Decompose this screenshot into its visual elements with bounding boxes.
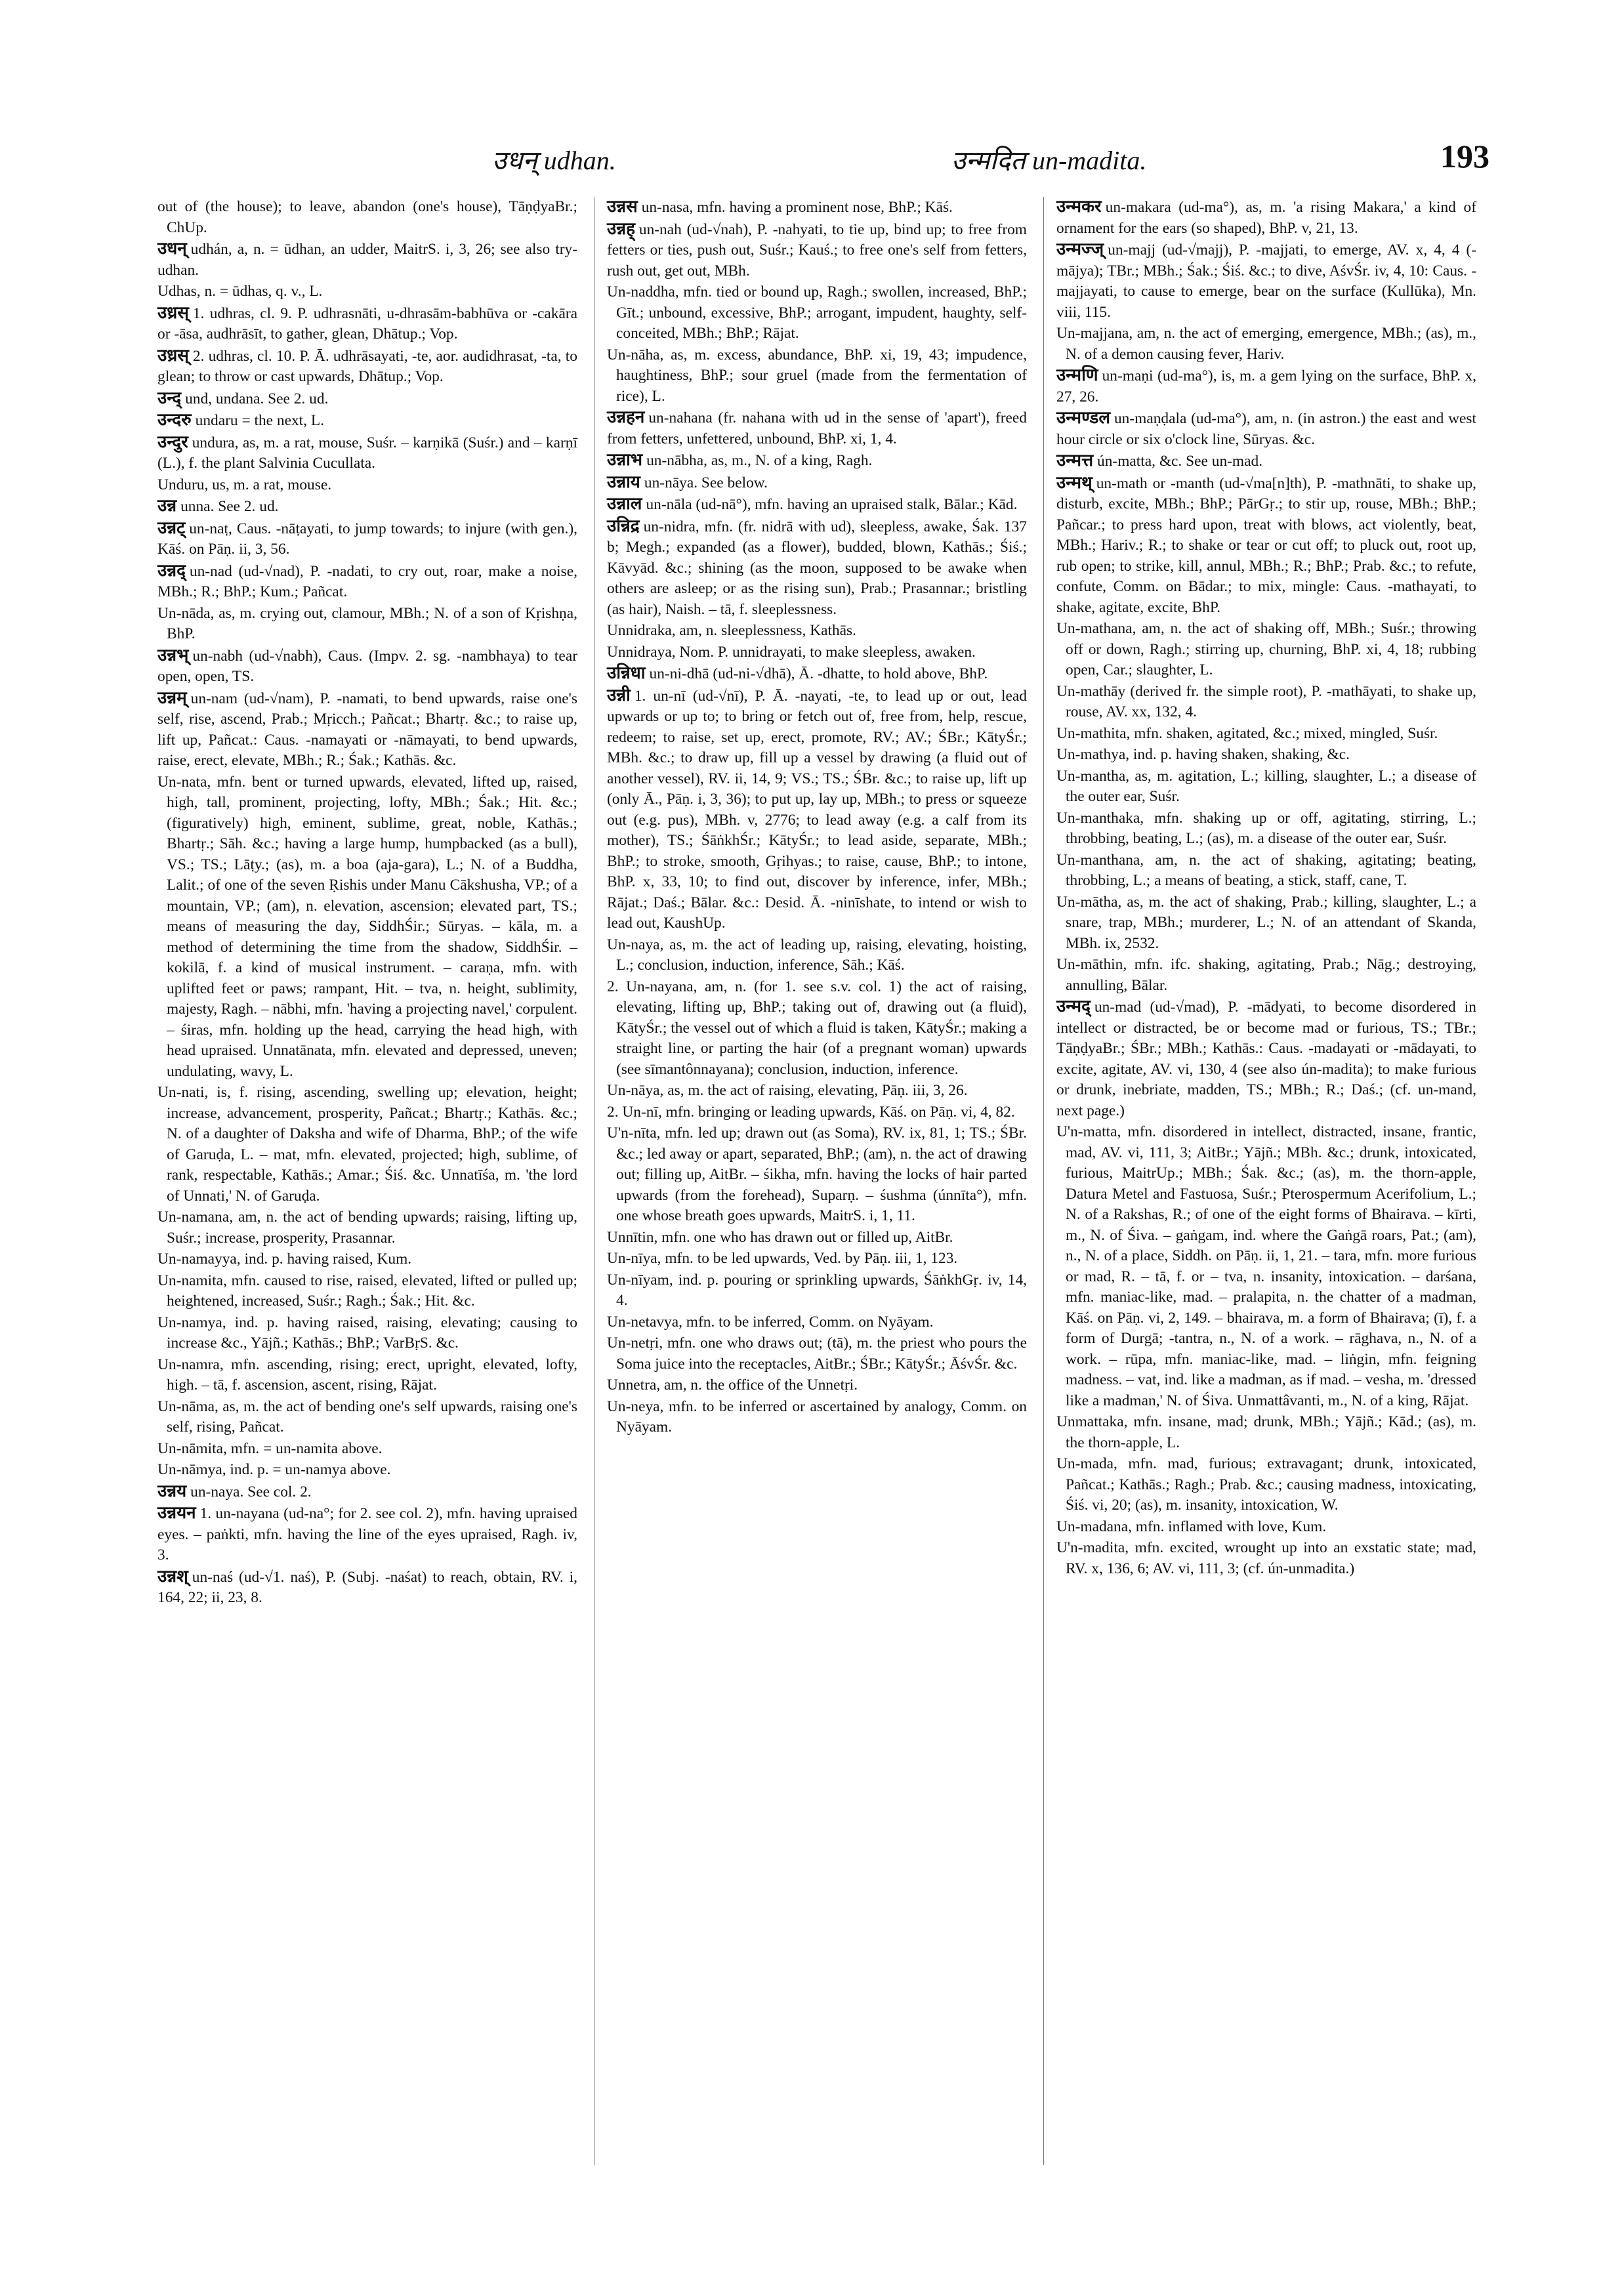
dictionary-entry [607, 642, 1027, 663]
dictionary-entry [1056, 1122, 1476, 1411]
entry-text: Un-namana, am, n. the act of bending upwards; raising, lifting up, Suśr.; increase, prosperity, Prasannar. [157, 1209, 577, 1247]
headword-devanagari: उन्मणि [1056, 365, 1098, 385]
dictionary-entry [1056, 451, 1476, 472]
entry-text: Un-mantha, as, m. agitation, L.; killing, slaughter, L.; a disease of the outer ear, Suśr. [1056, 767, 1476, 805]
dictionary-entry [607, 977, 1027, 1081]
running-header [157, 138, 1489, 200]
dictionary-entry [1056, 808, 1476, 850]
entry-text: 1. un-nī (ud-√nī), P. Ā. -nayati, -te, to lead up or out, lead upwards or up to; to bring or fetch out of, free from, help, rescue, redeem; to raise, set up, erect, promote, RV.; AV.; ŚBr.; KātyŚr.; MBh. &c.; to draw up, fill up a vessel by drawing (a fluid out of another vessel), RV. ii, 14, 9; VS.; TS.; ŚBr. &c.; to raise up, lift up (only Ā., Pāṇ. i, 3, 36); to put up, lay up, MBh.; to press or squeeze out (e.g. pus), MBh. v, 2776; to lead away (e.g. a calf from its mother), TS.; ŚāṅkhŚr.; KātyŚr.; to lead aside, separate, MBh.; BhP.; to stroke, smooth, Gṛihyas.; to raise, cause, BhP.; to intone, BhP. x, 33, 10; to find out, discover by inference, infer, MBh.; Rājat.; Daś.; Bālar. &c.: Desid. Ā. -ninīshate, to intend or wish to lead out, KaushUp. [607, 687, 1027, 932]
dictionary-entry [607, 935, 1027, 976]
entry-text: 2. udhras, cl. 10. P. Ā. udhrāsayati, -te, aor. audidhrasat, -ta, to glean; to throw or cast upwards, Dhātup.; Vop. [157, 347, 577, 385]
headword-devanagari: उन्नी [607, 685, 631, 705]
headword-devanagari: उन्नाल [607, 494, 642, 514]
entry-text: Un-namra, mfn. ascending, rising; erect, upright, elevated, lofty, high. – tā, f. ascension, ascent, rising, Rājat. [157, 1355, 577, 1394]
entry-text: un-nidra, mfn. (fr. nidrā with ud), sleepless, awake, Śak. 137 b; Megh.; expanded (as a flower), budded, blown, Kathās.; Śiś.; Kāvyād. &c.; shining (as the moon, supposed to be awake when others are asleep; or as the rising sun), Prab.; Prasannar.; bristling (as hair), Naish. – tā, f. sleeplessness. [607, 518, 1027, 618]
dictionary-entry [157, 1083, 577, 1207]
dictionary-entry [157, 1249, 577, 1270]
header-right-guideword: उन्मदित un-madita. [951, 146, 1147, 175]
headword-devanagari: उन्नट् [157, 518, 186, 538]
entry-text: Un-manthana, am, n. the act of shaking, agitating; beating, throbbing, L.; a means of beating, a stick, staff, cane, T. [1056, 851, 1476, 889]
entry-text: un-mad (ud-√mad), P. -mādyati, to become disordered in intellect or distracted, be or become mad or furious, TS.; TBr.; TāṇḍyaBr.; ŚBr.; MBh.; Kathās.: Caus. -madayati or -mādayati, to excite, agitate, AV. vi, 130, 4 (see also ún-madita); to make furious or drunk, inebriate, madden, TS.; MBh.; R.; Daś.; (cf. un-mand, next page.) [1056, 999, 1476, 1119]
entry-text: un-nah (ud-√nah), P. -nahyati, to tie up, bind up; to free from fetters or ties, push out, Suśr.; Kauś.; to free one's self from fetters, rush out, get out, MBh. [607, 220, 1027, 279]
dictionary-entry [607, 1312, 1027, 1333]
entry-text: out of (the house); to leave, abandon (one's house), TāṇḍyaBr.; ChUp. [157, 198, 577, 236]
entry-text: un-maṇḍala (ud-ma°), am, n. (in astron.) the east and west hour circle or six o'clock line, Sūryas. &c. [1056, 410, 1476, 448]
headword-devanagari: उन्मद् [1056, 997, 1091, 1016]
dictionary-entry [157, 281, 577, 302]
entry-text: Un-māthin, mfn. ifc. shaking, agitating, Prab.; Nāg.; destroying, annulling, Bālar. [1056, 956, 1476, 994]
entry-text: un-nam (ud-√nam), P. -namati, to bend upwards, raise one's self, rise, ascend, Prab.; Mṛicch.; Pañcat.; Bhartṛ. &c.; to raise up, lift up, Pañcat.: Caus. -namayati or -nāmayati, to bend upwards, raise, erect, elevate, MBh.; R.; Śak.; Kathās. &c. [157, 690, 577, 769]
dictionary-entry [157, 1481, 577, 1503]
dictionary-entry [607, 516, 1027, 621]
dictionary-entry [607, 407, 1027, 449]
entry-text: Un-nata, mfn. bent or turned upwards, elevated, lifted up, raised, high, tall, prominent, projecting, lofty, MBh.; Śak.; Hit. &c.; (figuratively) high, eminent, sublime, great, noble, Kathās.; Bhartṛ.; Sāh. &c.; having a large hump, humpbacked (as a bull), VS.; TS.; Lāṭy.; (as), m. a boa (aja-gara), L.; N. of a Buddha, Lalit.; of one of the seven Ṛishis under Manu Cākshusha, VP.; of a mountain, VP.; (am), n. elevation, ascension; elevated part, TS.; means of measuring the day, SiddhŚir.; Sūryas. – kāla, m. a method of determining the time from the shadow, SiddhŚir. – kokilā, f. a kind of musical instrument. – caraṇa, mfn. with uplifted feet or paws; rampant, Hit. – tva, n. height, sublimity, majesty, Ragh. – nābhi, mfn. 'having a projecting navel,' corpulent. – śiras, mfn. holding up the head, carrying the head high, with head upraised. Unnatānata, mfn. elevated and depressed, uneven; undulating, wavy, L. [157, 773, 577, 1080]
dictionary-entry [157, 688, 577, 772]
headword-devanagari: उन्नद् [157, 560, 186, 581]
entry-text: un-makara (ud-ma°), as, m. 'a rising Makara,' a kind of ornament for the ears (so shaped), BhP. v, 21, 13. [1056, 199, 1476, 237]
entry-text: Un-majjana, am, n. the act of emerging, emergence, MBh.; (as), m., N. of a demon causing fever, Hariv. [1056, 325, 1476, 363]
entry-text: un-maṇi (ud-ma°), is, m. a gem lying on the surface, BhP. x, 27, 26. [1056, 367, 1476, 405]
header-left-guideword: उधन् udhan. [492, 146, 616, 175]
dictionary-entry [1056, 724, 1476, 745]
dictionary-entry [607, 1397, 1027, 1438]
dictionary-entry [1056, 850, 1476, 892]
entry-text: un-naś (ud-√1. naś), P. (Subj. -naśat) to reach, obtain, RV. i, 164, 22; ii, 23, 8. [157, 1568, 577, 1606]
headword-devanagari: उन्न [157, 496, 177, 516]
entry-text: Un-nāya, as, m. the act of raising, elevating, Pāṇ. iii, 3, 26. [607, 1082, 968, 1099]
entry-text: Un-nāmya, ind. p. = un-namya above. [157, 1461, 391, 1478]
entry-text: 1. un-nayana (ud-na°; for 2. see col. 2), mfn. having upraised eyes. – paṅkti, mfn. having the line of the eyes upraised, Ragh. iv, 3. [157, 1505, 577, 1563]
dictionary-entry [607, 282, 1027, 344]
entry-text: Unnītin, mfn. one who has drawn out or filled up, AitBr. [607, 1228, 953, 1246]
dictionary-entry [157, 1439, 577, 1460]
entry-text: un-math or -manth (ud-√ma[n]th), P. -mathnāti, to shake up, disturb, excite, MBh.; BhP.; PārGṛ.; to stir up, rouse, MBh.; BhP.; Pañcar.; to press hard upon, treat with blows, act violently, beat, MBh.; Hariv.; R.; to shake or tear or cut off; to pluck out, root up, rub open; to strike, kill, annul, MBh.; R.; BhP.; Prab. &c.; to refute, confute, Comm. on Bādar.; to mix, mingle: Caus. -mathayati, to shake, agitate, excite, BhP. [1056, 474, 1476, 616]
entry-text: Un-manthaka, mfn. shaking up or off, agitating, stirring, L.; throbbing, beating, L.; (as), m. a disease of the outer ear, Suśr. [1056, 809, 1476, 847]
dictionary-entry [607, 1333, 1027, 1375]
entry-text: U'n-nīta, mfn. led up; drawn out (as Soma), RV. ix, 81, 1; TS.; ŚBr. &c.; led away or apart, separated, BhP.; (am), n. the act of drawing out; filling up, AitBr. – śikha, mfn. having the locks of hair parted upwards (from the forehead), Suparṇ. – śushma (únnīta°), mfn. one whose breath goes upwards, MaitrS. i, 1, 11. [607, 1125, 1027, 1224]
dictionary-entry [1056, 408, 1476, 450]
dictionary-entry [1056, 365, 1476, 407]
dictionary-entry [607, 1228, 1027, 1249]
entry-text: 2. Un-nayana, am, n. (for 1. see s.v. col. 1) the act of raising, elevating, lifting up, BhP.; taking out of, drawing out (a fluid), KātyŚr.; the vessel out of which a fluid is taken, KātyŚr.; making a straight line, or parting the hair (of a pregnant woman) upwards (see sīmantônnayana); conclusion, induction, inference. [607, 978, 1027, 1078]
entry-text: 2. Un-nī, mfn. bringing or leading upwards, Kāś. on Pāṇ. vi, 4, 82. [607, 1103, 1015, 1121]
entry-text: Un-madana, mfn. inflamed with love, Kum. [1056, 1518, 1327, 1535]
dictionary-entry [607, 197, 1027, 218]
headword-devanagari: उध्रस् [157, 302, 189, 323]
entry-text: Un-naddha, mfn. tied or bound up, Ragh.; swollen, increased, BhP.; Gīt.; unbound, excessive, BhP.; arrogant, impudent, haughty, self-conceited, MBh.; BhP.; Rājat. [607, 283, 1027, 342]
entry-text: und, undana. See 2. ud. [185, 390, 329, 407]
dictionary-entry [607, 1375, 1027, 1396]
dictionary-entry [1056, 239, 1476, 323]
entry-text: Un-nāha, as, m. excess, abundance, BhP. xi, 19, 43; impudence, haughtiness, BhP.; sour gruel (made from the fermentation of rice), L. [607, 346, 1027, 405]
dictionary-entry [607, 1081, 1027, 1102]
dictionary-entry [157, 1460, 577, 1481]
entry-text: un-nahana (fr. nahana with ud in the sense of 'apart'), freed from fetters, unfettered, unbound, BhP. xi, 1, 4. [607, 409, 1027, 447]
entry-text: un-nābha, as, m., N. of a king, Ragh. [646, 452, 873, 469]
dictionary-entry [157, 772, 577, 1083]
dictionary-entry [1056, 1454, 1476, 1516]
dictionary-entry [157, 303, 577, 345]
dictionary-entry [1056, 1538, 1476, 1579]
dictionary-entry [157, 1503, 577, 1566]
entry-text: un-nad (ud-√nad), P. -nadati, to cry out, roar, make a noise, MBh.; R.; BhP.; Kum.; Pañcat. [157, 562, 577, 600]
dictionary-entry [607, 450, 1027, 472]
entry-text: Un-nāmita, mfn. = un-namita above. [157, 1439, 383, 1457]
dictionary-entry [157, 239, 577, 281]
dictionary-entry [607, 1270, 1027, 1312]
dictionary-column-1 [157, 197, 577, 1609]
entry-text: Un-nīyam, ind. p. pouring or sprinkling upwards, ŚāṅkhGṛ. iv, 14, 4. [607, 1271, 1027, 1309]
entry-text: Un-mada, mfn. mad, furious; extravagant; drunk, intoxicated, Pañcat.; Kathās.; Ragh.; Prab. &c.; causing madness, intoxicating, Śiś. vi, 20; (as), m. insanity, intoxication, W. [1056, 1455, 1476, 1514]
dictionary-entry [607, 219, 1027, 282]
entry-text: Un-mathāy (derived fr. the simple root), P. -mathāyati, to shake up, rouse, AV. xx, 132, 4. [1056, 682, 1476, 720]
headword-devanagari: उध्रस् [157, 345, 189, 365]
entry-text: Un-netṛi, mfn. one who draws out; (tā), m. the priest who pours the Soma juice into the receptacles, AitBr.; ŚBr.; KātyŚr.; ĀśvŚr. &c. [607, 1334, 1027, 1373]
entry-text: U'n-matta, mfn. disordered in intellect, distracted, insane, frantic, mad, AV. vi, 111, 3; AitBr.; Yājñ.; MBh. &c.; drunk, intoxicated, furious, MaitrUp.; MBh.; Śak. &c.; (as), m. the thorn-apple, Datura Metel and Fastuosa, Suśr.; Pterospermum Acerifolium, L.; N. of a Rakshas, R.; of one of the eight forms of Bhairava. – kīrti, m., N. of Śiva. – gaṅgam, ind. where the Gaṅgā roars, Pat.; (am), n., N. of a place, Siddh. on Pāṇ. ii, 1, 21. – tara, mfn. more furious or mad, R. – tā, f. or – tva, n. insanity, intoxication. – darśana, mfn. maniac-like, mad. – pralapita, n. the chatter of a madman, Kāś. on Pāṇ. vi, 2, 149. – bhairava, m. a form of Bhairava; (ī), f. a form of Durgā; -tantra, n., N. of a work. – rāghava, n., N. of a work. – rūpa, mfn. maniac-like, mad. – liṅgin, mfn. feigning madness. – vat, ind. like a madman, as if mad. – vesha, m. 'dressed like a madman,' N. of Śiva. Unmattâvanti, m., N. of a king, Rājat. [1056, 1123, 1476, 1409]
entry-text: Unnetra, am, n. the office of the Unnetṛi. [607, 1376, 858, 1394]
entry-text: Unnidraya, Nom. P. unnidrayati, to make sleepless, awaken. [607, 643, 976, 661]
headword-devanagari: उन्मकर [1056, 197, 1102, 217]
dictionary-entry [607, 1249, 1027, 1270]
entry-text: Unduru, us, m. a rat, mouse. [157, 476, 332, 493]
entry-text: Un-namayya, ind. p. having raised, Kum. [157, 1251, 412, 1268]
headword-devanagari: उन्निद्र [607, 516, 640, 536]
entry-text: Un-mātha, as, m. the act of shaking, Prab.; killing, slaughter, L.; a snare, trap, MBh.; murderer, L.; N. of an attendant of Skanda, MBh. ix, 2532. [1056, 893, 1476, 952]
headword-devanagari: उन्नाय [607, 472, 640, 492]
dictionary-entry [157, 1207, 577, 1249]
headword-devanagari: उन्नश् [157, 1566, 188, 1586]
entry-text: un-naya. See col. 2. [190, 1483, 312, 1500]
entry-text: un-nasa, mfn. having a prominent nose, BhP.; Kāś. [641, 199, 953, 216]
dictionary-entry [157, 410, 577, 432]
headword-devanagari: उन्नस [607, 197, 638, 217]
page-number: 193 [1440, 138, 1489, 175]
entry-text: Un-namya, ind. p. having raised, raising, elevating; causing to increase &c., Yājñ.; Kathās.; BhP.; VarBṛS. &c. [157, 1313, 577, 1352]
entry-text: Udhas, n. = ūdhas, q. v., L. [157, 283, 323, 300]
entry-text: un-nāla (ud-nā°), mfn. having an upraised stalk, Bālar.; Kād. [646, 496, 1018, 513]
headword-devanagari: उन्नम् [157, 688, 187, 708]
entry-text: undaru = the next, L. [195, 412, 325, 429]
headword-devanagari: उन्नह् [607, 218, 635, 239]
dictionary-column-3 [1056, 197, 1476, 1580]
dictionary-entry [1056, 323, 1476, 365]
entry-text: undura, as, m. a rat, mouse, Suśr. – karṇikā (Suśr.) and – karṇī (L.), f. the plant Salvinia Cucullata. [157, 434, 577, 472]
entry-text: Unmattaka, mfn. insane, mad; drunk, MBh.; Yājñ.; Kād.; (as), m. the thorn-apple, L. [1056, 1413, 1476, 1451]
dictionary-entry [1056, 997, 1476, 1121]
entry-text: ún-matta, &c. See un-mad. [1097, 453, 1263, 470]
entry-text: Un-neya, mfn. to be inferred or ascertained by analogy, Comm. on Nyāyam. [607, 1397, 1027, 1436]
entry-text: Un-namita, mfn. caused to rise, raised, elevated, lifted or pulled up; heightened, increased, Suśr.; Ragh.; Śak.; Hit. &c. [157, 1272, 577, 1310]
entry-text: Unnidraka, am, n. sleeplessness, Kathās. [607, 622, 857, 639]
entry-text: Un-nāma, as, m. the act of bending one's self upwards, raising one's self, rising, Pañcat. [157, 1397, 577, 1436]
dictionary-entry [607, 663, 1027, 685]
entry-text: Un-nāda, as, m. crying out, clamour, MBh.; N. of a son of Kṛishṇa, BhP. [157, 604, 577, 642]
dictionary-entry [1056, 766, 1476, 808]
headword-devanagari: उन्मज्ज् [1056, 239, 1104, 259]
dictionary-entry [1056, 1412, 1476, 1453]
headword-devanagari: उन्दरु [157, 410, 192, 430]
entry-text: un-majj (ud-√majj), P. -majjati, to emerge, AV. x, 4, 4 (-mājya); TBr.; MBh.; Śak.; Śiś. &c.; to dive, AśvŚr. iv, 4, 10: Caus. -majjayati, to cause to emerge, bear on the surface (Kullūka), Mn. viii, 115. [1056, 241, 1476, 321]
dictionary-entry [607, 345, 1027, 407]
dictionary-entry [1056, 682, 1476, 723]
dictionary-entry [157, 475, 577, 496]
entry-text: un-nāya. See below. [644, 474, 768, 491]
headword-devanagari: उन्निधा [607, 663, 646, 683]
headword-devanagari: उन्नय [157, 1481, 187, 1501]
entry-text: udhán, a, n. = ūdhan, an udder, MaitrS. i, 3, 26; see also try-udhan. [157, 241, 577, 279]
entry-text: un-nabh (ud-√nabh), Caus. (Impv. 2. sg. -nambhaya) to tear open, open, TS. [157, 647, 577, 685]
dictionary-entry [157, 197, 577, 238]
dictionary-entry [157, 646, 577, 688]
dictionary-entry [607, 686, 1027, 934]
entry-text: un-ni-dhā (ud-ni-√dhā), Ā. -dhatte, to hold above, BhP. [649, 665, 988, 682]
dictionary-entry [607, 621, 1027, 642]
headword-devanagari: उन्मण्डल [1056, 408, 1110, 428]
dictionary-entry [157, 346, 577, 388]
entry-text: 1. udhras, cl. 9. P. udhrasnāti, u-dhrasām-babhūva or -cakāra or -āsa, audhrāsīt, to gather, glean, Dhātup.; Vop. [157, 304, 577, 342]
dictionary-entry [157, 1567, 577, 1609]
dictionary-entry [607, 1123, 1027, 1227]
dictionary-entry [1056, 955, 1476, 996]
headword-devanagari: उन्दुर [157, 432, 188, 452]
dictionary-entry [1056, 1517, 1476, 1538]
dictionary-entry [157, 1397, 577, 1438]
dictionary-entry [157, 518, 577, 560]
dictionary-entry [157, 561, 577, 603]
dictionary-entry [1056, 619, 1476, 681]
dictionary-entry [1056, 745, 1476, 766]
entry-text: U'n-madita, mfn. excited, wrought up into an exstatic state; mad, RV. x, 136, 6; AV. vi, 111, 3; (cf. ún-unmadita.) [1056, 1539, 1476, 1577]
dictionary-entry [1056, 892, 1476, 955]
dictionary-entry [607, 1102, 1027, 1123]
column-rule [1043, 197, 1044, 2165]
dictionary-entry [607, 494, 1027, 516]
dictionary-column-2 [607, 197, 1027, 1439]
dictionary-entry [1056, 197, 1476, 239]
dictionary-entry [157, 496, 577, 518]
dictionary-entry [157, 1355, 577, 1396]
dictionary-entry [607, 472, 1027, 494]
dictionary-entry [157, 1313, 577, 1354]
headword-devanagari: उन्नाभ [607, 450, 643, 470]
entry-text: Un-mathana, am, n. the act of shaking off, MBh.; Suśr.; throwing off or down, Ragh.; stirring up, churning, BhP. xi, 4, 18; rubbing open, Car.; slaughter, L. [1056, 620, 1476, 678]
dictionary-entry [157, 388, 577, 410]
entry-text: Un-mathita, mfn. shaken, agitated, &c.; mixed, mingled, Suśr. [1056, 724, 1438, 742]
entry-text: unna. See 2. ud. [180, 498, 279, 515]
dictionary-entry [157, 604, 577, 645]
dictionary-entry [1056, 473, 1476, 619]
entry-text: Un-nīya, mfn. to be led upwards, Ved. by Pāṇ. iii, 1, 123. [607, 1250, 958, 1267]
headword-devanagari: उधन् [157, 239, 187, 258]
entry-text: Un-mathya, ind. p. having shaken, shaking, &c. [1056, 746, 1350, 763]
dictionary-entry [157, 1271, 577, 1312]
dictionary-entry [157, 432, 577, 474]
entry-text: Un-nati, is, f. rising, ascending, swelling up; elevation, height; increase, advancement, prosperity, Pañcat.; Bhartṛ.; Kathās. &c.; N. of a daughter of Daksha and wife of Dharma, BhP.; of the wife of Garuḍa, L. – mat, mfn. elevated, projected; high, sublime, of rank, respectable, Kathās.; Amar.; Śiś. &c. Unnatīśa, m. 'the lord of Unnati,' N. of Garuḍa. [157, 1084, 577, 1205]
entry-text: un-naṭ, Caus. -nāṭayati, to jump towards; to injure (with gen.), Kāś. on Pāṇ. ii, 3, 56. [157, 520, 577, 558]
entry-text: Un-naya, as, m. the act of leading up, raising, elevating, hoisting, L.; conclusion, induction, inference, Sāh.; Kāś. [607, 936, 1027, 974]
entry-text: Un-netavya, mfn. to be inferred, Comm. on Nyāyam. [607, 1313, 934, 1331]
headword-devanagari: उन्मथ् [1056, 472, 1093, 493]
headword-devanagari: उन्मत्त [1056, 451, 1094, 470]
headword-devanagari: उन्नभ् [157, 645, 189, 665]
headword-devanagari: उन्नहन [607, 407, 645, 427]
headword-devanagari: उन्नयन [157, 1503, 196, 1523]
headword-devanagari: उन्द् [157, 388, 182, 408]
